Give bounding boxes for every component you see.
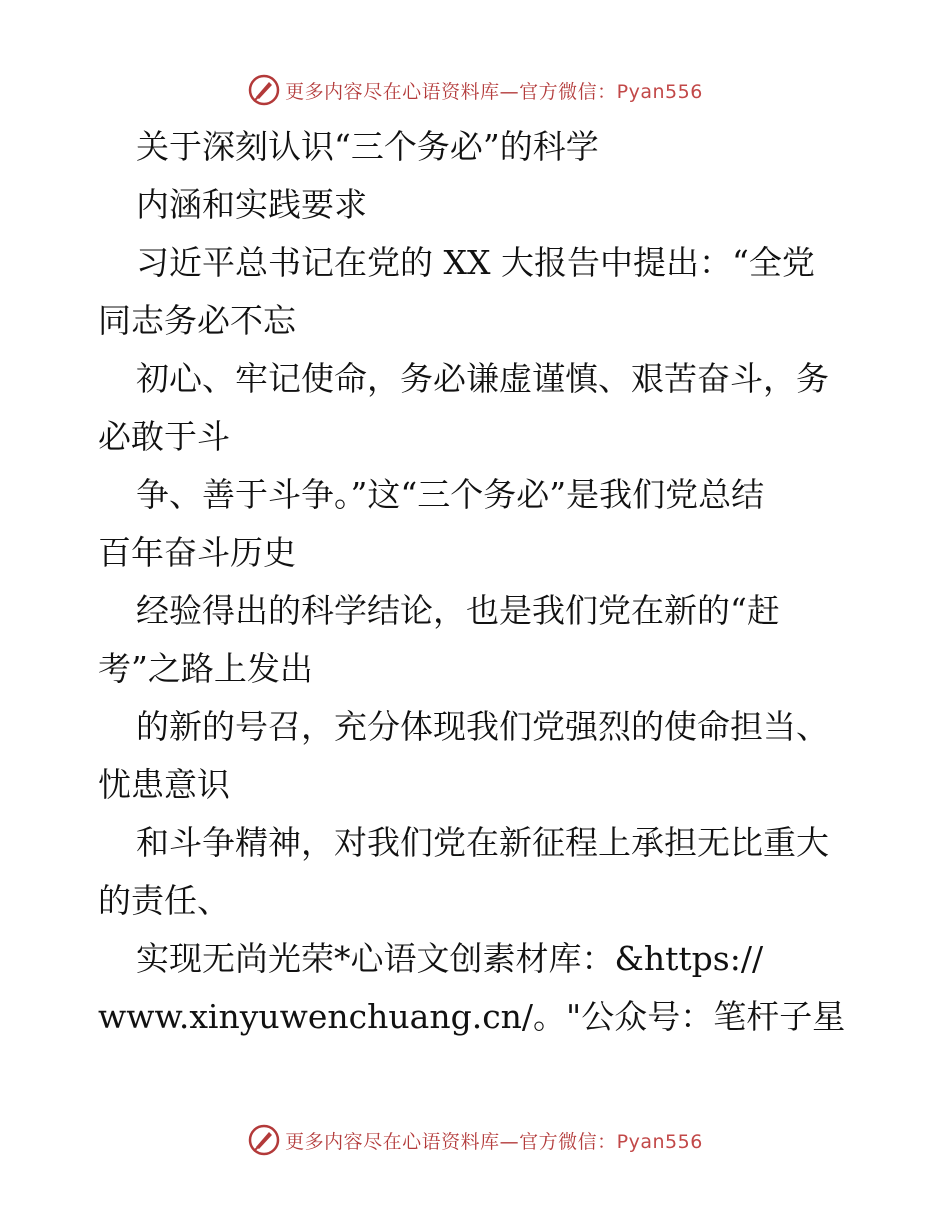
watermark-text: [285, 77, 703, 104]
document-body: [98, 118, 858, 1046]
doc-line: 忧患意识: [98, 765, 230, 804]
doc-line: www.xinyuwenchuang.cn/。"公众号：笔杆子星: [98, 997, 846, 1036]
watermark-label: 更多内容尽在心语资料库—官方微信：: [285, 1130, 617, 1153]
quill-seal-icon: [247, 73, 281, 107]
doc-line: 习近平总书记在党的 XX 大报告中提出：“全党: [136, 243, 815, 282]
header-watermark: [0, 70, 950, 110]
watermark-wechat-id: Pyan556: [616, 1130, 703, 1153]
doc-line: 和斗争精神，对我们党在新征程上承担无比重大: [136, 823, 829, 862]
quill-seal-icon: [247, 1123, 281, 1157]
doc-line: 经验得出的科学结论，也是我们党在新的“赶: [136, 591, 780, 630]
watermark-text: [285, 1127, 703, 1154]
doc-line: 百年奋斗历史: [98, 533, 296, 572]
doc-line: 初心、牢记使命，务必谦虚谨慎、艰苦奋斗，务: [136, 359, 829, 398]
footer-watermark: [0, 1120, 950, 1160]
doc-line: 的新的号召，充分体现我们党强烈的使命担当、: [136, 707, 829, 746]
doc-line: 关于深刻认识“三个务必”的科学: [136, 127, 599, 166]
doc-line: 实现无尚光荣*心语文创素材库：&https://: [136, 939, 764, 978]
doc-line: 争、善于斗争。”这“三个务必”是我们党总结: [136, 475, 765, 514]
doc-line: 必敢于斗: [98, 417, 230, 456]
watermark-label: 更多内容尽在心语资料库—官方微信：: [285, 80, 617, 103]
watermark-wechat-id: Pyan556: [616, 80, 703, 103]
doc-line: 内涵和实践要求: [136, 185, 367, 224]
doc-line: 考”之路上发出: [98, 649, 313, 688]
doc-line: 的责任、: [98, 881, 230, 920]
doc-line: 同志务必不忘: [98, 301, 296, 340]
